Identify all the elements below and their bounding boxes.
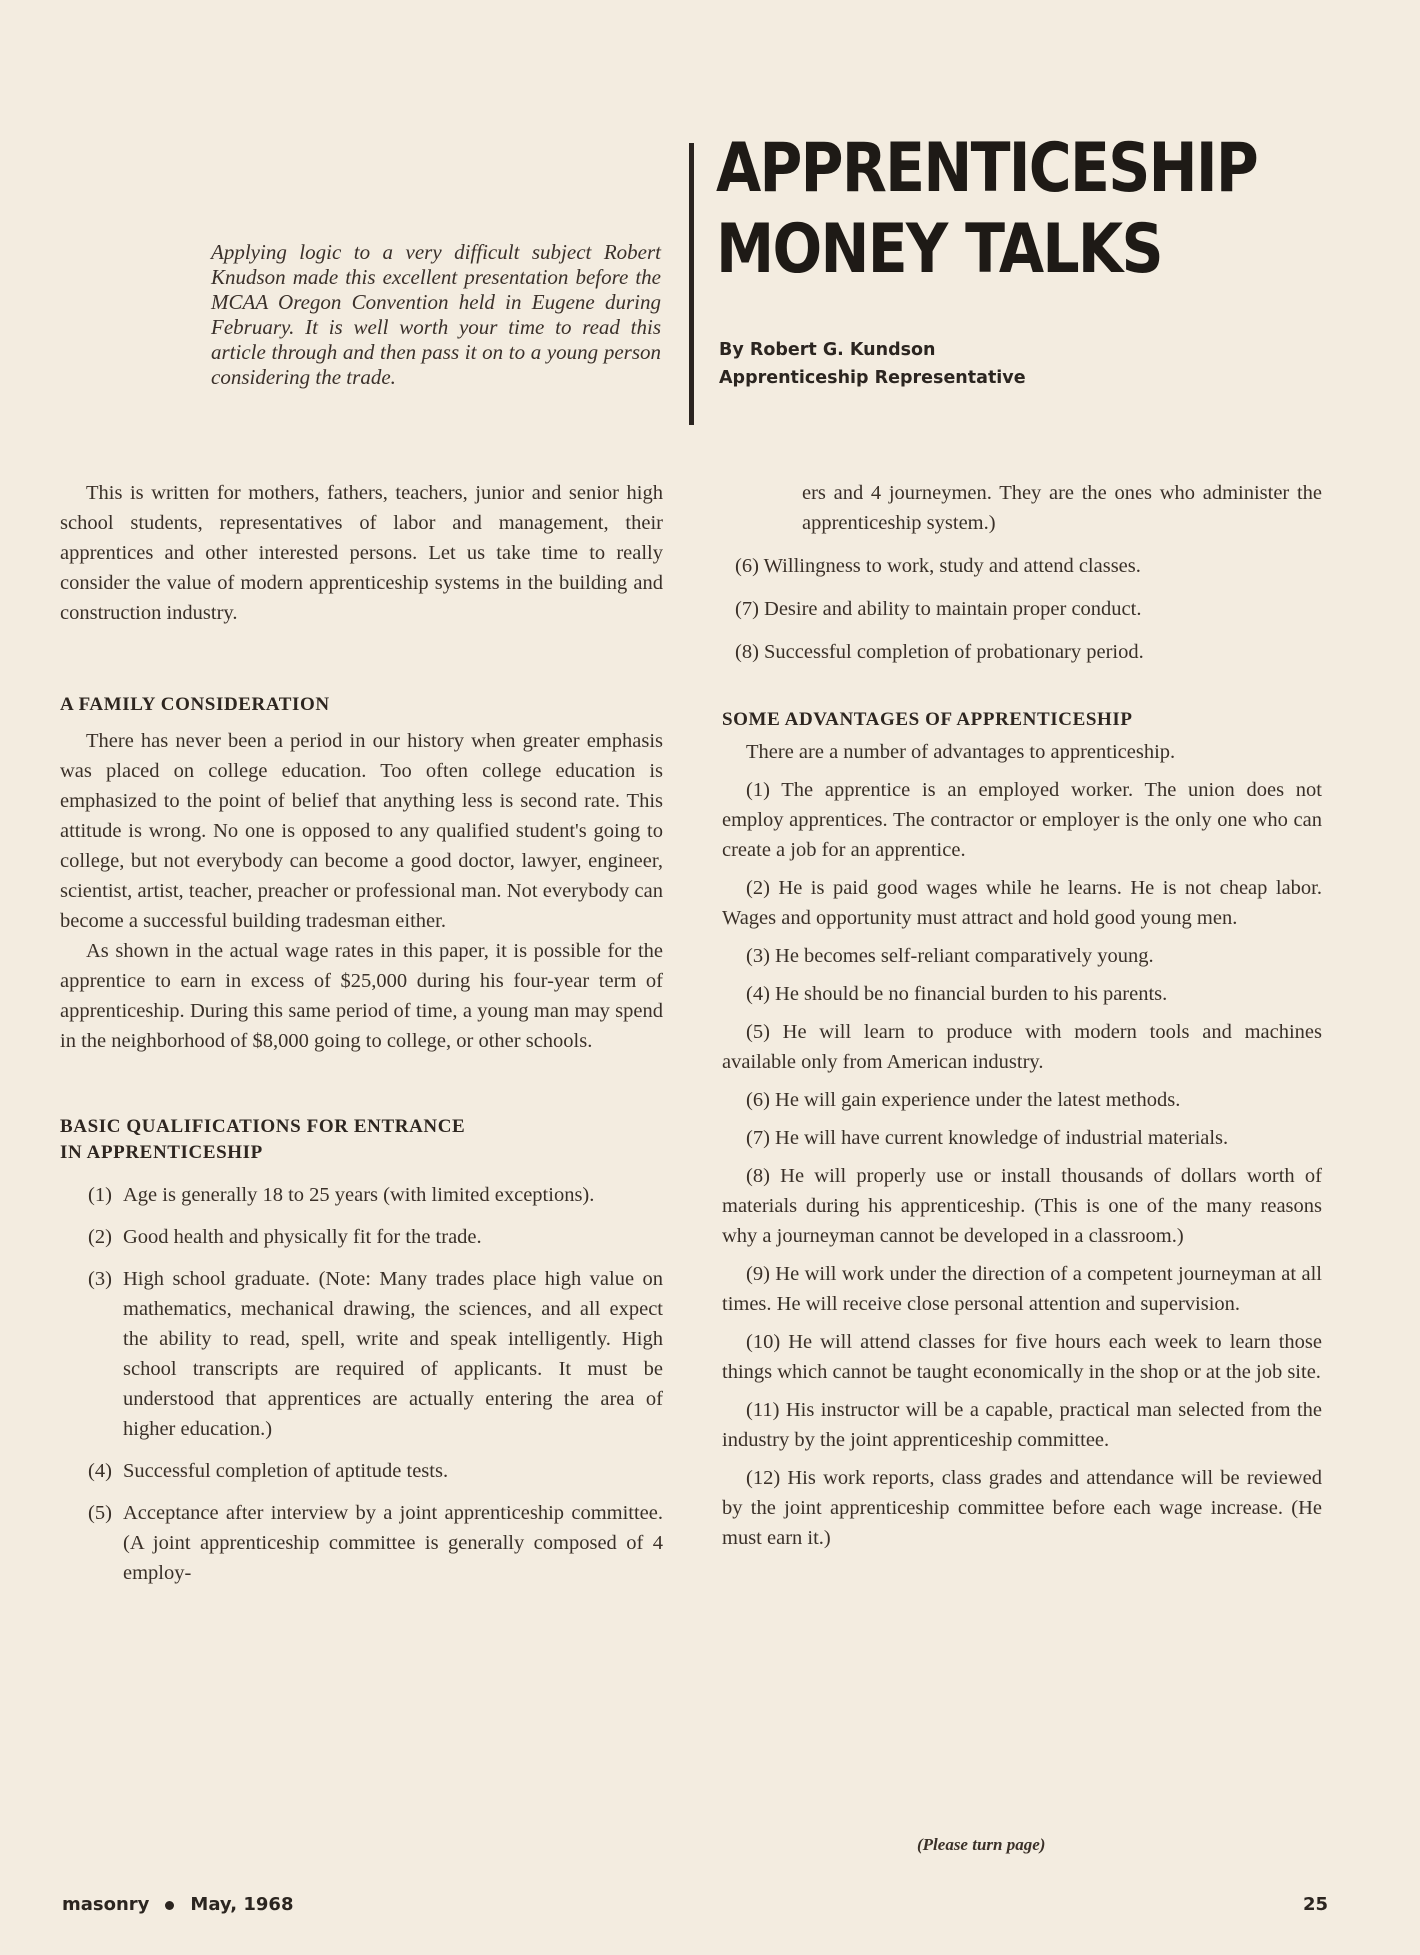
list-item: (7) He will have current knowledge of industrial materials. [746,1127,1229,1149]
list-item: (3) He becomes self-reliant comparatively young. [746,945,1154,967]
section-heading-advantages: SOME ADVANTAGES OF APPRENTICESHIP [722,709,1133,730]
intro-blurb: Applying logic to a very difficult subject Robert Knudson made this excellent presentation before the MCAA Oregon Convention held in Eugene during February. It is well worth your time to read this article through and then pass it on to a young person considering the trade. [211,240,661,389]
issue-date: May, 1968 [190,1894,294,1915]
list-item: (8) Successful completion of probationary period. [735,641,1144,663]
continued-note: (Please turn page) [917,1835,1046,1854]
list-item: (12) His work reports, class grades and attendance will be reviewed by the joint apprenticeship committee before each wage increase. (He must earn it.) [722,1467,1322,1549]
list-item: (5) He will learn to produce with modern tools and machines available only from American industry. [722,1021,1322,1073]
list-item: (11) His instructor will be a capable, practical man selected from the industry by the joint apprenticeship committee. [722,1399,1322,1451]
list-item: (5) Acceptance after interview by a joint apprenticeship committee. (A joint apprenticeship committee is generally composed of 4 employ- [88,1502,663,1584]
magazine-name: masonry [62,1894,150,1915]
list-item: (3) High school graduate. (Note: Many trades place high value on mathematics, mechanical drawing, the sciences, and all expect the ability to read, spell, write and speak intelligently. High school transcripts are required of applicants. It must be understood that apprentices are actually entering the area of higher education.) [88,1268,663,1440]
list-continuation: ers and 4 journeymen. They are the ones who administer the apprenticeship system.) [802,482,1322,534]
title-line-2: MONEY TALKS [716,210,1162,289]
list-item: (6) He will gain experience under the latest methods. [746,1089,1181,1111]
family-paragraph-2: As shown in the actual wage rates in this paper, it is possible for the apprentice to earn in excess of $25,000 during his four-year term of apprenticeship. During this same period of time, a young man may spend in the neighborhood of $8,000 going to college, or other schools. [60,940,663,1052]
list-item: (1) The apprentice is an employed worker. The union does not employ apprentices. The contractor or employer is the only one who can create a job for an apprentice. [722,779,1322,861]
article-title [716,128,1284,290]
bullet-icon [165,1901,174,1910]
page-number: 25 [1302,1894,1328,1915]
title-divider [689,143,694,425]
section-heading-family: A FAMILY CONSIDERATION [60,694,330,715]
advantages-list [722,775,1322,1553]
qualifications-list [60,1180,663,1588]
title-line-1: APPRENTICESHIP [716,129,1258,208]
list-item: (2) He is paid good wages while he learns. He is not cheap labor. Wages and opportunity must attract and hold good young men. [722,877,1322,929]
section-heading-basic [60,1114,663,1166]
advantages-intro: There are a number of advantages to apprenticeship. [746,741,1176,763]
list-item: (1) Age is generally 18 to 25 years (with limited exceptions). [88,1184,595,1206]
list-item: (2) Good health and physically fit for the trade. [88,1226,482,1248]
byline-role: Apprenticeship Representative [719,368,1026,388]
footer-publication [62,1894,293,1915]
list-item: (9) He will work under the direction of a competent journeyman at all times. He will receive close personal attention and supervision. [722,1263,1322,1315]
section-heading-basic-line-1: BASIC QUALIFICATIONS FOR ENTRANCE [60,1116,466,1137]
byline-author: By Robert G. Kundson [719,340,936,360]
list-item: (4) Successful completion of aptitude tests. [88,1460,449,1482]
family-paragraph-1: There has never been a period in our history when greater emphasis was placed on college education. Too often college education is emphasized to the point of belief that anything less is second rate. This attitude is wrong. No one is opposed to any qualified student's going to college, but not everybody can become a good doctor, lawyer, engineer, scientist, artist, teacher, preacher or professional man. Not everybody can become a successful building tradesman either. [60,730,663,932]
list-item: (10) He will attend classes for five hours each week to learn those things which cannot be taught economically in the shop or at the job site. [722,1331,1322,1383]
list-item: (4) He should be no financial burden to his parents. [746,983,1168,1005]
list-item: (8) He will properly use or install thousands of dollars worth of materials during his apprenticeship. (This is one of the many reasons why a journeyman cannot be developed in a classroom.) [722,1165,1322,1247]
section-heading-basic-line-2: IN APPRENTICESHIP [60,1142,263,1163]
list-item: (7) Desire and ability to maintain proper conduct. [735,598,1142,620]
list-item: (6) Willingness to work, study and attend classes. [735,555,1141,577]
left-column [60,478,663,1588]
right-column [722,478,1322,1553]
byline [719,336,1026,392]
opening-paragraph: This is written for mothers, fathers, teachers, junior and senior high school students, representatives of labor and management, their apprentices and other interested persons. Let us take time to really consider the value of modern apprenticeship systems in the building and construction industry. [60,482,663,624]
